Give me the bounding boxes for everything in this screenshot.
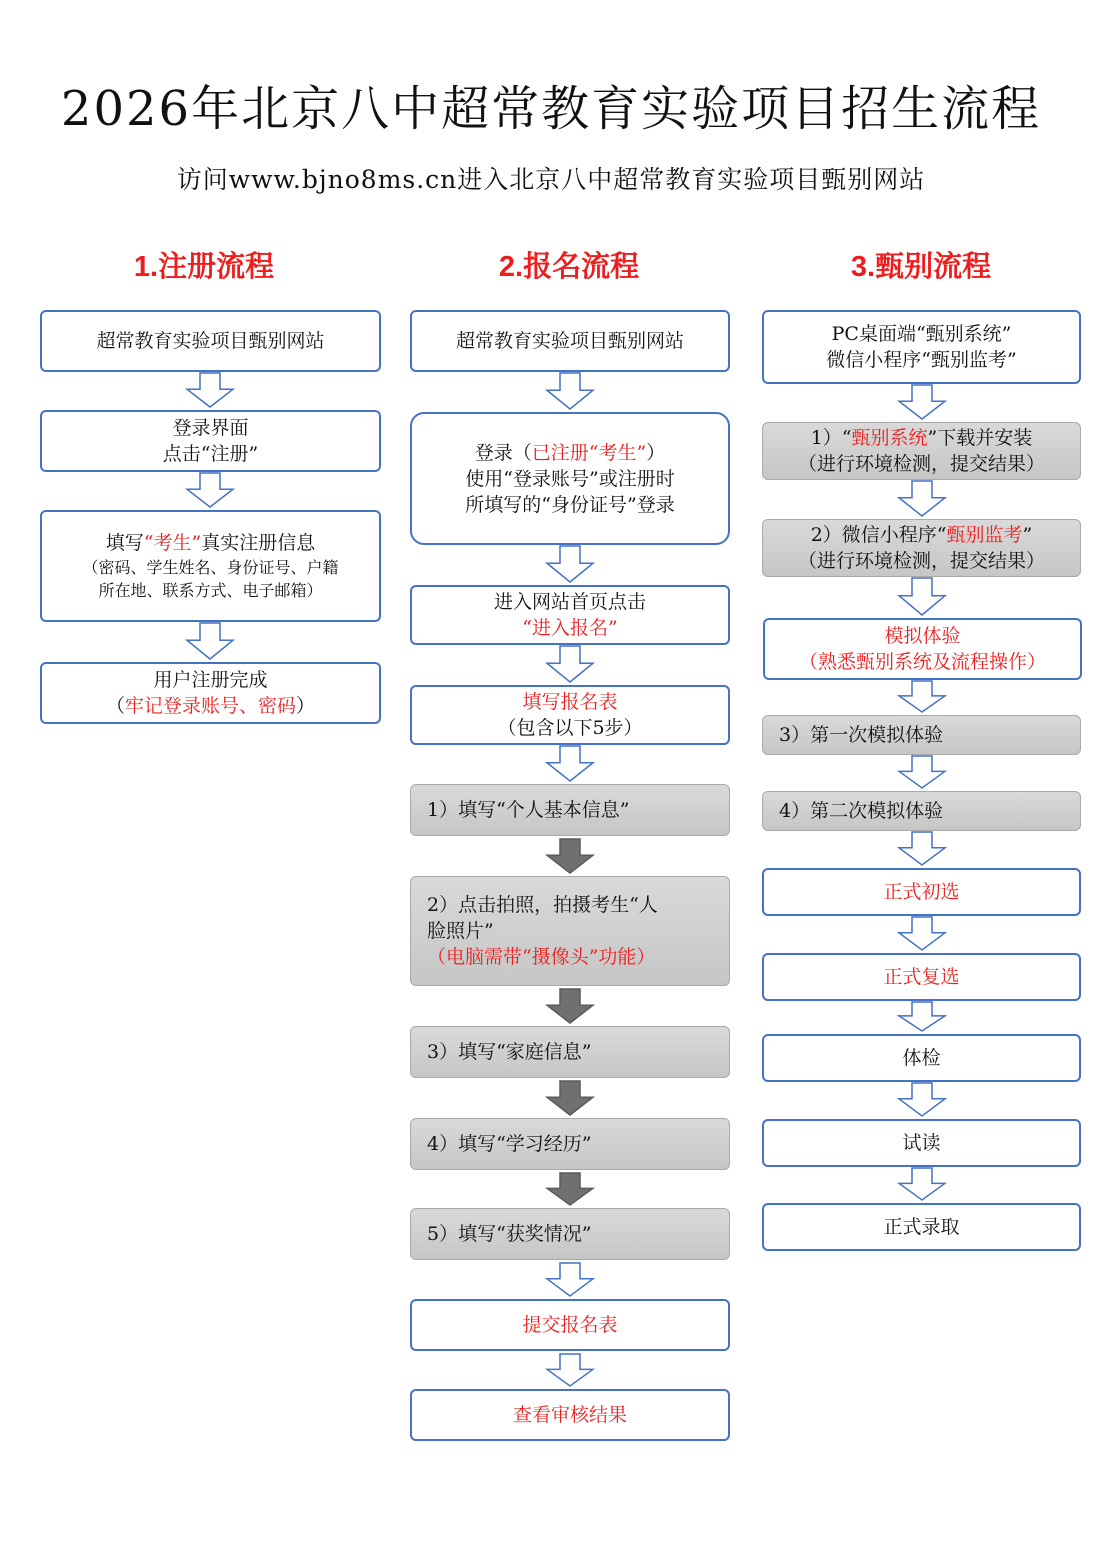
col2-website-box [410,310,730,372]
col2-step2-red: （电脑需带“摄像头”功能） [427,946,656,968]
page-subtitle: 访问www.bjno8ms.cn进入北京八中超常教育实验项目甄别网站 [176,165,926,194]
down-arrow-shape [899,832,945,865]
col2-step4-box [410,1118,730,1170]
down-arrow-icon [545,1262,595,1297]
down-arrow-icon [897,384,947,420]
down-arrow-icon [545,372,595,410]
down-arrow-shape [547,746,593,781]
col2-step2-line1: 2）点击拍照，拍摄考生“人 [427,894,658,916]
col1-website-text: 超常教育实验项目甄别网站 [96,330,325,352]
down-arrow-icon [897,755,947,789]
col2-submit-text: 提交报名表 [522,1314,618,1336]
down-arrow-icon [545,1080,595,1116]
down-arrow-shape [899,1002,945,1031]
col3-sim-line1: 模拟体验 [884,625,961,647]
down-arrow-shape [899,756,945,788]
col3-system-line2: 微信小程序“甄别监考” [826,349,1017,371]
col3-sim-box [763,618,1082,680]
col1-done-line1: 用户注册完成 [153,669,268,691]
down-arrow-icon [897,680,947,713]
down-arrow-icon [545,1172,595,1206]
col3-system-line1: PC桌面端“甄别系统” [831,323,1012,345]
down-arrow-icon [545,545,595,583]
down-arrow-shape [547,839,593,873]
down-arrow-shape [187,373,233,407]
col1-fill-pre: 填写 [105,532,144,554]
col1-login-line2: 点击“注册” [162,443,259,465]
col2-step5-text: 5）填写“获奖情况” [427,1223,592,1245]
down-arrow-icon [897,916,947,951]
down-arrow-icon [185,372,235,408]
col1-fill-info-detail1: （密码、学生姓名、身份证号、户籍 [82,558,339,577]
down-arrow-icon [897,1001,947,1032]
down-arrow-icon [545,838,595,874]
col3-retest-text: 正式复选 [883,966,960,988]
col1-fill-info-box [40,510,381,622]
col2-login-post: ） [646,441,666,464]
col2-form-box [410,685,730,745]
col3-step2-post: ” [1022,524,1033,546]
down-arrow-shape [899,578,945,615]
col3-step3-box [762,715,1081,755]
col3-step4-text: 4）第二次模拟体验 [779,800,944,822]
col3-step4-box [762,791,1081,831]
col2-login-box [410,412,730,545]
col2-enter-red: “进入报名” [522,617,618,639]
down-arrow-icon [545,745,595,782]
col3-trial-box [762,1119,1081,1167]
col1-done-paren-close: ） [296,695,316,717]
col2-form-line2: （包含以下5步） [497,717,643,739]
col2-submit-box [410,1299,730,1351]
col3-checkup-box [762,1034,1081,1082]
col2-login-line2: 使用“登录账号”或注册时 [465,467,675,490]
col3-prelim-text: 正式初选 [883,881,960,903]
down-arrow-shape [547,1173,593,1205]
down-arrow-icon [545,645,595,683]
col3-step2-line1 [811,522,1033,548]
col2-login-red: 已注册“考生” [531,441,647,464]
col2-result-box [410,1389,730,1441]
col3-step3-text: 3）第一次模拟体验 [779,724,944,746]
down-arrow-shape [547,373,593,409]
col1-done-box [40,662,381,724]
down-arrow-icon [185,472,235,508]
col2-login-pre: 登录（ [474,441,532,464]
col3-step1-red: 甄别系统 [851,427,928,449]
col1-done-red: 牢记登录账号、密码 [124,695,296,717]
col3-step1-line2: （进行环境检测，提交结果） [797,453,1045,475]
down-arrow-icon [897,480,947,517]
col2-website-text: 超常教育实验项目甄别网站 [455,330,684,352]
down-arrow-shape [187,623,233,659]
col1-fill-red: “考生” [143,532,202,554]
col3-step1-post: ”下载并安装 [927,427,1033,449]
down-arrow-icon [545,1353,595,1387]
down-arrow-shape [547,546,593,582]
col3-admit-text: 正式录取 [883,1216,960,1238]
col1-website-box [40,310,381,372]
col1-done-paren-open: （ [105,695,125,717]
down-arrow-shape [547,1354,593,1386]
col3-heading: 3.甄别流程 [850,251,992,283]
col2-enter-line1: 进入网站首页点击 [493,591,646,613]
col2-form-red: 填写报名表 [522,691,618,713]
col1-done-line2 [106,693,315,719]
down-arrow-shape [547,1081,593,1115]
col2-step3-box [410,1026,730,1078]
down-arrow-shape [547,646,593,682]
col3-step1-pre: 1）“ [810,427,852,449]
col3-step2-pre: 2）微信小程序“ [810,524,947,546]
col1-heading: 1.注册流程 [133,251,275,283]
down-arrow-shape [899,681,945,712]
col1-fill-post: 真实注册信息 [201,532,316,554]
col3-step2-red: 甄别监考 [946,524,1023,546]
down-arrow-icon [897,1082,947,1117]
col3-trial-text: 试读 [902,1132,941,1154]
down-arrow-icon [897,577,947,616]
col2-step5-box [410,1208,730,1260]
down-arrow-shape [547,989,593,1023]
col3-checkup-text: 体检 [902,1047,941,1069]
down-arrow-icon [185,622,235,660]
col1-fill-info-line1 [106,530,315,556]
col2-result-text: 查看审核结果 [512,1404,627,1426]
col1-login-line1: 登录界面 [172,417,249,439]
down-arrow-icon [897,831,947,866]
col3-step1-box [762,422,1081,480]
down-arrow-shape [187,473,233,507]
col1-login-box [40,410,381,472]
col1-fill-info-detail2: 所在地、联系方式、电子邮箱） [98,581,323,600]
down-arrow-icon [897,1167,947,1201]
col2-login-line3: 所填写的“身份证号”登录 [465,493,675,516]
down-arrow-shape [899,917,945,950]
col3-retest-box [762,953,1081,1001]
col3-prelim-box [762,868,1081,916]
col2-step1-box [410,784,730,836]
col2-heading: 2.报名流程 [498,251,640,283]
col3-step1-line1 [811,425,1033,451]
down-arrow-icon [545,988,595,1024]
col3-sim-line2: （熟悉甄别系统及流程操作） [798,651,1046,673]
col3-step2-line2: （进行环境检测，提交结果） [797,550,1045,572]
col2-step3-text: 3）填写“家庭信息” [427,1041,592,1063]
page-title: 2026年北京八中超常教育实验项目招生流程 [60,81,1042,137]
down-arrow-shape [547,1263,593,1296]
col3-system-box [762,310,1081,384]
col2-step4-text: 4）填写“学习经历” [427,1133,592,1155]
down-arrow-shape [899,1083,945,1116]
col2-step2-box [410,876,730,986]
col2-step2-line2: 脸照片” [427,920,494,942]
col2-login-line1 [475,440,665,466]
col3-admit-box [762,1203,1081,1251]
down-arrow-shape [899,1168,945,1200]
col2-enter-box [410,585,730,645]
down-arrow-shape [899,385,945,419]
col3-step2-box [762,519,1081,577]
col2-step1-text: 1）填写“个人基本信息” [427,799,630,821]
down-arrow-shape [899,481,945,516]
